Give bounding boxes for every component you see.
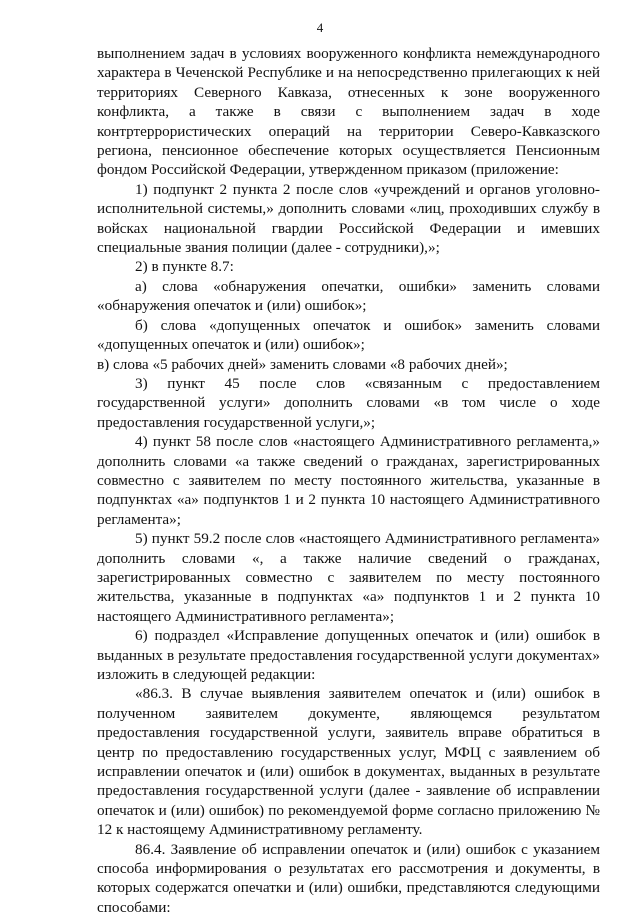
paragraph-item-2b: б) слова «допущенных опечаток и ошибок» заменить словами «допущенных опечаток и (или) ошибок»; (97, 316, 600, 354)
paragraph-item-3: 3) пункт 45 после слов «связанным с предоставлением государственной услуги» дополнить словами «в том числе о ходе предоставления государственной услуги,»; (97, 374, 600, 431)
page-number: 4 (316, 20, 324, 35)
paragraph-86-4: 86.4. Заявление об исправлении опечаток и (или) ошибок с указанием способа информирования о результатах его рассмотрения и документы, в которых содержатся опечатки и (или) ошибки, представляются следующими способами: (97, 840, 600, 916)
paragraph-item-6: 6) подраздел «Исправление допущенных опечаток и (или) ошибок в выданных в результате предоставления государственной услуги документах» изложить в следующей редакции: (97, 627, 600, 683)
paragraph-item-2: 2) в пункте 8.7: (135, 258, 234, 276)
paragraph-item-4: 4) пункт 58 после слов «настоящего Административного регламента,» дополнить словами «а также сведений о гражданах, зарегистрированных совместно с заявителем по месту постоянного жительства, указанные в подпунктах «а» подпунктов 1 и 2 пункта 10 настоящего Административного регламента»; (97, 433, 600, 528)
paragraph-item-2v: в) слова «5 рабочих дней» заменить словами «8 рабочих дней»; (97, 355, 508, 373)
paragraph-continuation: выполнением задач в условиях вооруженного конфликта немеждународного характера в Чеченской Республике и на непосредственно прилегающих к ней территориях Северного Кавказа, отнесенных к зоне вооруженного конфликта, а также в связи с выполнением задач в ходе контртеррористических операций на территории Северо-Кавказского региона, пенсионное обеспечение которых осуществляется Пенсионным фондом Российской Федерации, утвержденном приказом (приложение: (97, 45, 600, 179)
paragraph-item-1: 1) подпункт 2 пункта 2 после слов «учреждений и органов уголовно-исполнительной системы,» дополнить словами «лиц, проходивших службу в войсках национальной гвардии Российской Федерации и имевших специальные звания полиции (далее - сотрудники),»; (97, 180, 600, 257)
paragraph-item-5: 5) пункт 59.2 после слов «настоящего Административного регламента» дополнить словами «, а также наличие сведений о гражданах, зарегистрированных совместно с заявителем по месту постоянного жительства, указанные в подпунктах «а» подпунктов 1 и 2 пункта 10 настоящего Административного регламента»; (97, 530, 600, 625)
paragraph-item-2a: а) слова «обнаружения опечатки, ошибки» заменить словами «обнаружения опечаток и (или) ошибок»; (97, 277, 600, 315)
document-body (97, 44, 600, 917)
paragraph-86-3: «86.3. В случае выявления заявителем опечаток и (или) ошибок в полученном заявителем документе, являющемся результатом предоставления государственной услуги, заявитель вправе обратиться в центр по предоставлению государственных услуг, МФЦ с заявлением об исправлении опечаток и (или) ошибок в документах, выданных в результате предоставления государственной услуги (далее - заявление об исправлении опечаток и (или) ошибок) по рекомендуемой форме согласно приложению № 12 к настоящему Административному регламенту. (97, 685, 600, 839)
